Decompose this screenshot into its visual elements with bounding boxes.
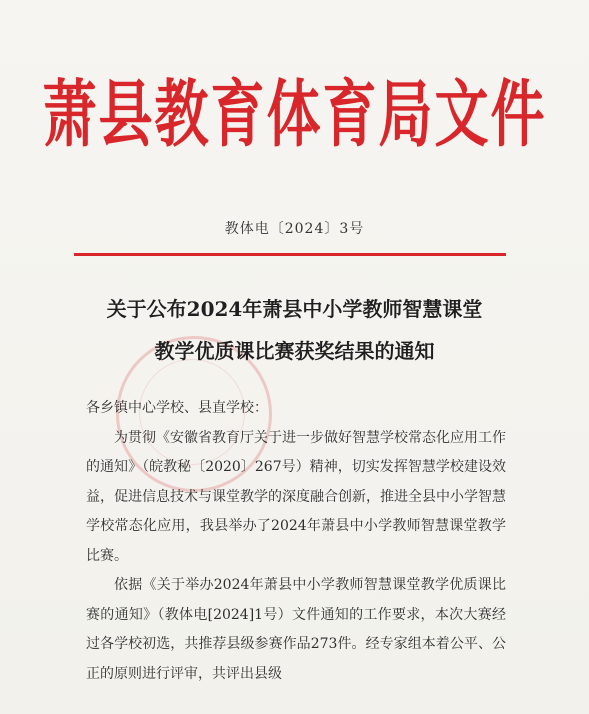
notice-title — [0, 288, 589, 372]
document-number: 教体电〔2024〕3号 — [224, 221, 365, 237]
red-separator-line — [74, 253, 506, 256]
notice-title-line-2: 教学优质课比赛获奖结果的通知 — [154, 339, 435, 363]
document-header-title: 萧县教育体育局文件 — [42, 70, 547, 158]
salutation: 各乡镇中心学校、县直学校： — [86, 400, 268, 416]
body-paragraph-2: 依据《关于举办2024年萧县中小学教师智慧课堂教学优质课比赛的通知》（教体电[2024]1号）文件通知的工作要求，本次大赛经过各学校初选，共推荐县级参赛作品273件。经专家组本着公平、公正的原则进行评审，共评出县级 — [86, 577, 506, 682]
notice-title-line-1: 关于公布2024年萧县中小学教师智慧课堂 — [106, 297, 483, 321]
document-body — [86, 394, 506, 689]
body-paragraph-1: 为贯彻《安徽省教育厅关于进一步做好智慧学校常态化应用工作的通知》（皖教秘〔2020〕267号）精神，切实发挥智慧学校建设效益，促进信息技术与课堂教学的深度融合创新，推进全县中小学智慧学校常态化应用，我县举办了2024年萧县中小学教师智慧课堂教学比赛。 — [86, 429, 506, 564]
